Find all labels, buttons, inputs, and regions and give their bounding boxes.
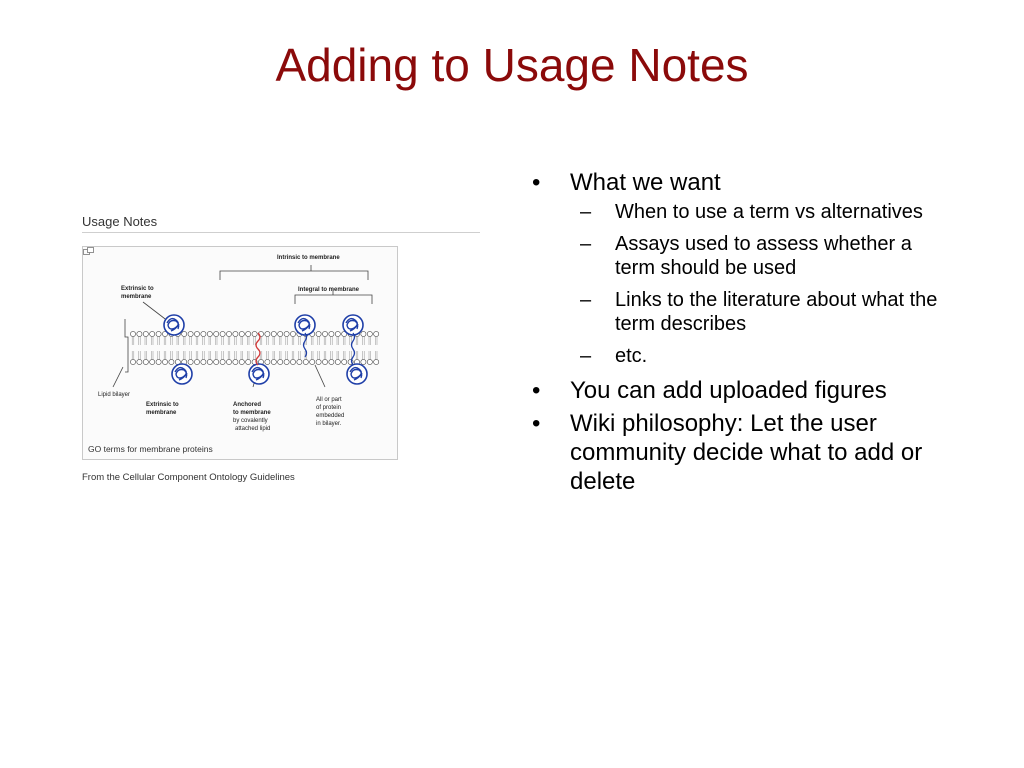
dash-marker: –	[580, 201, 592, 223]
lipid-head	[374, 331, 379, 336]
bullet-item	[530, 376, 950, 405]
lipid-head	[233, 331, 238, 336]
lipid-head	[278, 359, 283, 364]
figure-heading-rule	[82, 232, 480, 233]
lipid-head	[271, 359, 276, 364]
blue-anchor-right	[352, 333, 355, 365]
label-anchored-3: by covalently	[233, 418, 268, 424]
dash-marker: –	[580, 289, 592, 311]
protein-blob	[295, 315, 315, 335]
lipid-head	[271, 331, 276, 336]
lipid-head	[201, 331, 206, 336]
bullet-item	[530, 409, 950, 496]
lipid-head	[182, 331, 187, 336]
label-extrinsic-bottom-2: membrane	[146, 410, 177, 416]
lipid-head	[143, 359, 148, 364]
lipid-head	[239, 359, 244, 364]
lipid-head	[265, 359, 270, 364]
integral-bracket	[295, 295, 372, 304]
proteins	[164, 315, 367, 384]
lipid-head	[188, 359, 193, 364]
lipid-head	[290, 359, 295, 364]
bullet-marker: •	[532, 410, 541, 437]
lipid-head	[194, 359, 199, 364]
lipid-head	[284, 359, 289, 364]
sub-bullet-text: Links to the literature about what the term describes	[615, 289, 938, 335]
protein-blob	[343, 315, 363, 335]
lipid-head	[150, 331, 155, 336]
protein-blob	[172, 364, 192, 384]
bullet-text: Wiki philosophy: Let the user community decide what to add or delete	[570, 410, 923, 495]
lipid-head	[374, 359, 379, 364]
lipid-head	[226, 359, 231, 364]
membrane-figure	[82, 246, 398, 460]
lipid-head	[156, 331, 161, 336]
lipid-head	[335, 359, 340, 364]
sub-bullet-item	[530, 200, 950, 224]
label-extrinsic-bottom-1: Extrinsic to	[146, 402, 179, 408]
membrane-diagram	[83, 247, 397, 459]
lipid-head	[201, 359, 206, 364]
lipid-head	[239, 331, 244, 336]
sub-bullet-text: etc.	[615, 345, 648, 367]
lipid-head	[303, 359, 308, 364]
lipid-head	[226, 331, 231, 336]
lipid-head	[367, 359, 372, 364]
lipid-head	[290, 331, 295, 336]
lipid-head	[162, 359, 167, 364]
lipid-head	[322, 359, 327, 364]
lipid-head	[188, 331, 193, 336]
sub-bullet-item	[530, 344, 950, 368]
bullet-text: What we want	[570, 169, 721, 196]
label-extrinsic-top-2: membrane	[121, 294, 152, 300]
label-anchored-4: attached lipid	[235, 426, 271, 432]
lipid-head	[342, 359, 347, 364]
protein-blob	[347, 364, 367, 384]
lipid-head	[297, 359, 302, 364]
lipid-head	[194, 331, 199, 336]
label-allpart-1: All or part	[316, 397, 342, 403]
dash-marker: –	[580, 233, 592, 255]
bullet-list	[530, 168, 950, 500]
lipid-head	[252, 331, 257, 336]
label-allpart-3: embedded	[316, 413, 345, 419]
lipid-head	[246, 331, 251, 336]
figure-caption: GO terms for membrane proteins	[88, 444, 213, 454]
lipid-bilayer	[130, 331, 378, 364]
bullet-marker: •	[532, 169, 541, 196]
bracket-lines	[113, 265, 372, 387]
lipid-head	[233, 359, 238, 364]
lipid-head	[329, 331, 334, 336]
protein-blob	[164, 315, 184, 335]
lipid-head	[214, 331, 219, 336]
lipid-head	[137, 359, 142, 364]
lipid-head	[361, 359, 366, 364]
lipid-head	[246, 359, 251, 364]
bullet-text: You can add uploaded figures	[570, 377, 887, 404]
sub-bullet-text: When to use a term vs alternatives	[615, 201, 923, 223]
lipid-head	[361, 331, 366, 336]
lipid-head	[207, 359, 212, 364]
dash-marker: –	[580, 345, 592, 367]
figure-heading: Usage Notes	[82, 214, 158, 229]
protein-blob	[249, 364, 269, 384]
lipid-head	[284, 331, 289, 336]
lipid-head	[137, 331, 142, 336]
lipid-head	[316, 331, 321, 336]
label-anchored-2: to membrane	[233, 410, 271, 416]
lipid-head	[169, 359, 174, 364]
sub-bullet-text: Assays used to assess whether a term should be used	[615, 233, 912, 279]
label-extrinsic-top-1: Extrinsic to	[121, 286, 154, 292]
lipid-head	[278, 331, 283, 336]
bullet-item	[530, 168, 950, 368]
lipid-head	[367, 331, 372, 336]
lipid-head	[322, 331, 327, 336]
label-anchored-1: Anchored	[233, 402, 262, 408]
slide-title: Adding to Usage Notes	[275, 39, 749, 91]
lipid-head	[143, 331, 148, 336]
bullet-marker: •	[532, 377, 541, 404]
expand-icon[interactable]	[83, 247, 94, 255]
lipid-pointer	[113, 367, 123, 387]
label-allpart-2: of protein	[316, 405, 342, 411]
lipid-head	[130, 331, 135, 336]
label-intrinsic: Intrinsic to membrane	[277, 255, 340, 261]
embedded-pointer	[315, 365, 325, 387]
lipid-head	[220, 331, 225, 336]
lipid-head	[310, 359, 315, 364]
lipid-head	[130, 359, 135, 364]
lipid-head	[150, 359, 155, 364]
lipid-head	[207, 331, 212, 336]
lipid-head	[329, 359, 334, 364]
sub-bullet-item	[530, 232, 950, 280]
lipid-head	[156, 359, 161, 364]
lipid-head	[265, 331, 270, 336]
label-integral: Integral to membrane	[298, 287, 360, 293]
sub-bullet-item	[530, 288, 950, 336]
sub-bullet-list	[570, 200, 950, 368]
label-allpart-4: in bilayer.	[316, 421, 342, 427]
figure-source: From the Cellular Component Ontology Guidelines	[82, 472, 295, 483]
lipid-head	[220, 359, 225, 364]
label-lipid-bilayer: Lipid bilayer	[98, 392, 131, 398]
lipid-head	[335, 331, 340, 336]
intrinsic-bracket	[220, 271, 368, 280]
lipid-head	[316, 359, 321, 364]
lipid-head	[214, 359, 219, 364]
